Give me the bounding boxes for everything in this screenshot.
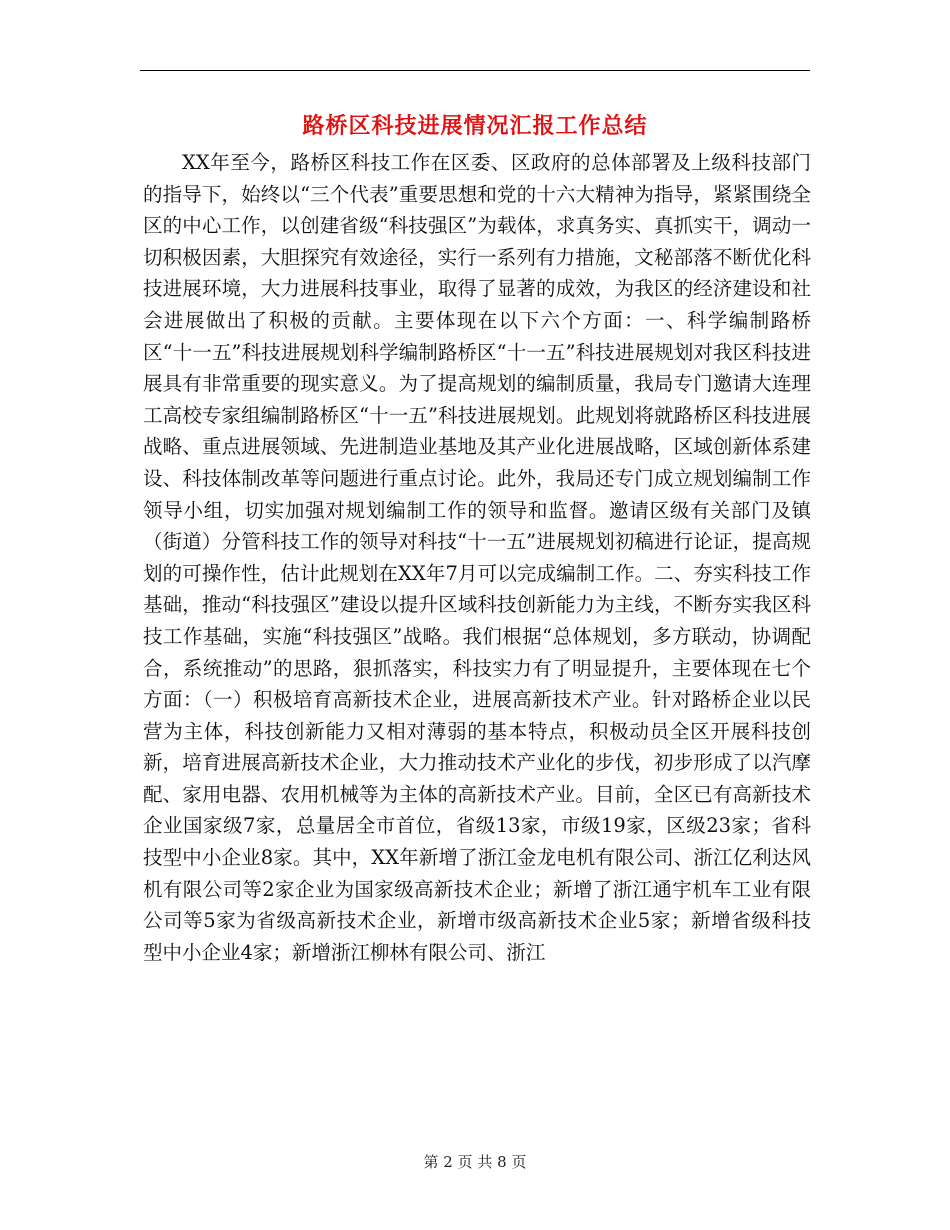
- page-footer: 第 2 页 共 8 页: [423, 1153, 527, 1171]
- document-body: XX年至今，路桥区科技工作在区委、区政府的总体部署及上级科技部门的指导下，始终以“三个代表”重要思想和党的十六大精神为指导，紧紧围绕全区的中心工作，以创建省级“科技强区”为载体，求真务实、真抓实干，调动一切积极因素，大胆探究有效途径，实行一系列有力措施，文秘部落不断优化科技进展环境，大力进展科技事业，取得了显著的成效，为我区的经济建设和社会进展做出了积极的贡献。主要体现在以下六个方面：一、科学编制路桥区“十一五”科技进展规划科学编制路桥区“十一五”科技进展规划对我区科技进展具有非常重要的现实意义。为了提高规划的编制质量，我局专门邀请大连理工高校专家组编制路桥区“十一五”科技进展规划。此规划将就路桥区科技进展战略、重点进展领域、先进制造业基地及其产业化进展战略，区域创新体系建设、科技体制改革等问题进行重点讨论。此外，我局还专门成立规划编制工作领导小组，切实加强对规划编制工作的领导和监督。邀请区级有关部门及镇（街道）分管科技工作的领导对科技“十一五”进展规划初稿进行论证，提高规划的可操作性，估计此规划在XX年7月可以完成编制工作。二、夯实科技工作基础，推动“科技强区”建设以提升区域科技创新能力为主线，不断夯实我区科技工作基础，实施“科技强区”战略。我们根据“总体规划，多方联动，协调配合，系统推动”的思路，狠抓落实，科技实力有了明显提升，主要体现在七个方面：（一）积极培育高新技术企业，进展高新技术产业。针对路桥企业以民营为主体，科技创新能力又相对薄弱的基本特点，积极动员全区开展科技创新，培育进展高新技术企业，大力推动技术产业化的步伐，初步形成了以汽摩配、家用电器、农用机械等为主体的高新技术产业。目前，全区已有高新技术企业国家级7家，总量居全市首位，省级13家，市级19家，区级23家；省科技型中小企业8家。其中，XX年新增了浙江金龙电机有限公司、浙江亿利达风机有限公司等2家企业为国家级高新技术企业；新增了浙江通宇机车工业有限公司等5家为省级高新技术企业，新增市级高新技术企业5家；新增省级科技型中小企业4家；新增浙江柳林有限公司、浙江: [143, 151, 811, 964]
- header-rule: [140, 70, 810, 71]
- document-title: 路桥区科技进展情况汇报工作总结: [302, 113, 648, 139]
